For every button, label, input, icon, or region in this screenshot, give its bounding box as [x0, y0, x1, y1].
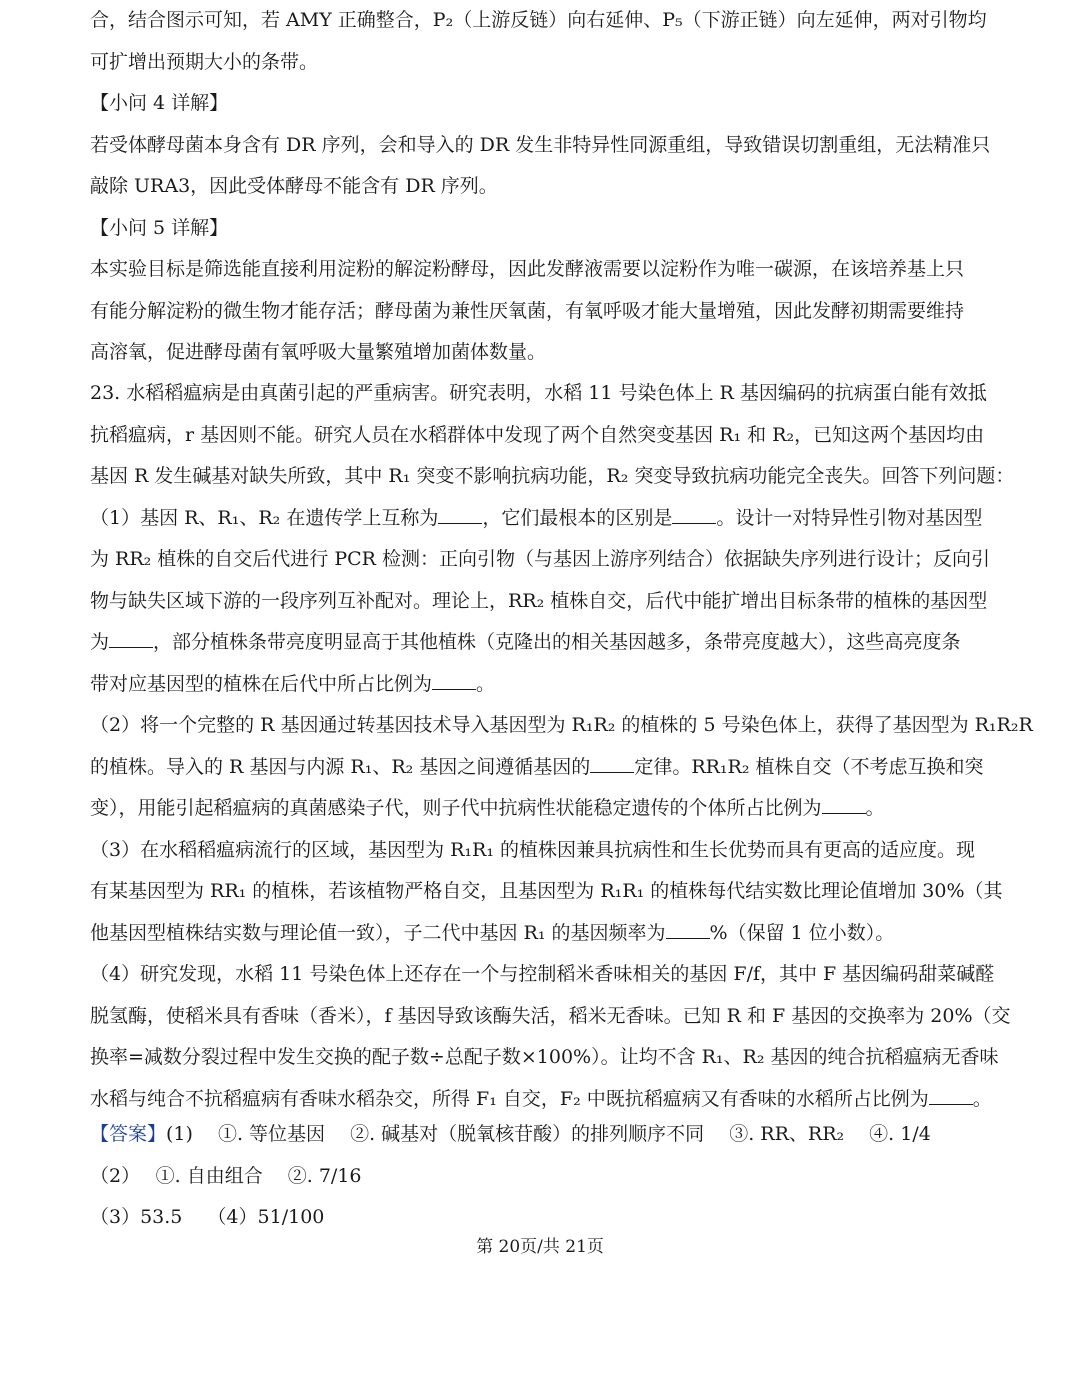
answer-line: （3）53.5 （4）51/100 [90, 1206, 325, 1228]
text-segment: 带对应基因型的植株在后代中所占比例为 [90, 672, 433, 695]
answer-line: （2） ①. 自由组合 ②. 7/16 [90, 1164, 362, 1187]
answer-line [90, 1114, 960, 1156]
text-line: 若受体酵母菌本身含有 DR 序列，会和导入的 DR 发生非特异性同源重组，导致错误切割重组，无法精准只 [90, 133, 991, 156]
text-line: 敲除 URA3，因此受体酵母不能含有 DR 序列。 [90, 175, 498, 197]
part-2-line [90, 788, 960, 830]
text-segment: 的植株。导入的 R 基因与内源 R₁、R₂ 基因之间遵循基因的 [90, 755, 591, 778]
text-line: 可扩增出预期大小的条带。 [90, 50, 319, 73]
text-segment: ，部分植株条带亮度明显高于其他植株（克隆出的相关基因越多，条带亮度越大），这些高亮度条 [153, 631, 961, 653]
part-1-line: 物与缺失区域下游的一段序列互补配对。理论上，RR₂ 植株自交，后代中能扩增出目标条带的植株的基因型 [90, 589, 988, 612]
subquestion-4-heading: 【小问 4 详解】 [90, 92, 229, 114]
question-stem-line: 基因 R 发生碱基对缺失所致，其中 R₁ 突变不影响抗病功能，R₂ 突变导致抗病功能完全丧失。回答下列问题： [90, 465, 1015, 487]
text-segment: 。设计一对特异性引物对基因型 [716, 506, 983, 529]
text-segment: 变），用能引起稻瘟病的真菌感染子代，则子代中抗病性状能稳定遗传的个体所占比例为 [90, 797, 822, 819]
text-segment: （1）基因 R、R₁、R₂ 在遗传学上互称为 [90, 506, 439, 529]
answer-blank [822, 794, 866, 814]
answer-blank [666, 919, 710, 939]
part-4-line: 换率=减数分裂过程中发生交换的配子数÷总配子数×100%）。让均不含 R₁、R₂ 基因的纯合抗稻瘟病无香味 [90, 1046, 999, 1068]
question-23 [90, 373, 1033, 1120]
question-stem-line: 抗稻瘟病，r 基因则不能。研究人员在水稻群体中发现了两个自然突变基因 R₁ 和 R₂，已知这两个基因均由 [90, 423, 985, 446]
part-3-line: （3）在水稻稻瘟病流行的区域，基因型为 R₁R₁ 的植株因兼具抗病性和生长优势而具有更高的适应度。现 [90, 838, 976, 861]
text-segment: 为 [90, 631, 110, 653]
question-stem-line: 23. 水稻稻瘟病是由真菌引起的严重病害。研究表明，水稻 11 号染色体上 R 基因编码的抗病蛋白能有效抵 [90, 382, 987, 404]
answer-tag: 【答案】 [90, 1123, 167, 1145]
text-segment: ，它们最根本的区别是 [482, 506, 673, 529]
part-1-line [90, 498, 983, 540]
text-segment: 。 [476, 672, 496, 695]
answer-blank [929, 1085, 973, 1105]
previous-answer-section [90, 0, 991, 374]
answer-blank [432, 670, 476, 690]
text-line: 高溶氧，促进酵母菌有氧呼吸大量繁殖增加菌体数量。 [90, 341, 547, 363]
subquestion-5-heading: 【小问 5 详解】 [90, 216, 229, 239]
part-1-line [90, 622, 960, 664]
text-line: 本实验目标是筛选能直接利用淀粉的解淀粉酵母，因此发酵液需要以淀粉作为唯一碳源，在该培养基上只 [90, 258, 965, 280]
answer-section [90, 1114, 960, 1239]
part-3-line [90, 913, 960, 955]
part-3-line: 有某基因型为 RR₁ 的植株，若该植物严格自交，且基因型为 R₁R₁ 的植株每代结实数比理论值增加 30%（其 [90, 880, 1003, 902]
part-2-line [90, 747, 984, 789]
answer-blank [109, 628, 153, 648]
part-4-line: （4）研究发现，水稻 11 号染色体上还存在一个与控制稻米香味相关的基因 F/f，其中 F 基因编码甜菜碱醛 [90, 963, 995, 985]
text-line: 合，结合图示可知，若 AMY 正确整合，P₂（上游反链）向右延伸、P₅（下游正链）向左延伸，两对引物均 [90, 9, 987, 31]
answer-blank [672, 504, 716, 524]
page-footer: 第 20页/共 21页 [476, 1237, 604, 1257]
answer-text: (1) ①. 等位基因 ②. 碱基对（脱氧核苷酸）的排列顺序不同 ③. RR、RR₂ ④. 1/4 [166, 1123, 931, 1145]
text-line: 有能分解淀粉的微生物才能存活；酵母菌为兼性厌氧菌，有氧呼吸才能大量增殖，因此发酵初期需要维持 [90, 299, 965, 322]
text-segment: 。 [865, 797, 885, 819]
text-segment: %（保留 1 位小数）。 [709, 921, 895, 944]
part-2-line: （2）将一个完整的 R 基因通过转基因技术导入基因型为 R₁R₂ 的植株的 5 号染色体上，获得了基因型为 R₁R₂R [90, 714, 1033, 736]
text-segment: 。 [972, 1087, 992, 1110]
part-4-line: 脱氢酶，使稻米具有香味（香米），f 基因导致该酶失活，稻米无香味。已知 R 和 F 基因的交换率为 20%（交 [90, 1004, 1011, 1027]
text-segment: 水稻与纯合不抗稻瘟病有香味水稻杂交，所得 F₁ 自交，F₂ 中既抗稻瘟病又有香味的水稻所占比例为 [90, 1087, 929, 1110]
text-segment: 定律。RR₁R₂ 植株自交（不考虑互换和突 [634, 755, 984, 778]
answer-blank [438, 504, 482, 524]
part-1-line: 为 RR₂ 植株的自交后代进行 PCR 检测：正向引物（与基因上游序列结合）依据缺失序列进行设计；反向引 [90, 548, 991, 570]
text-segment: 他基因型植株结实数与理论值一致），子二代中基因 R₁ 的基因频率为 [90, 921, 666, 944]
part-1-line [90, 664, 960, 706]
answer-blank [590, 753, 634, 773]
